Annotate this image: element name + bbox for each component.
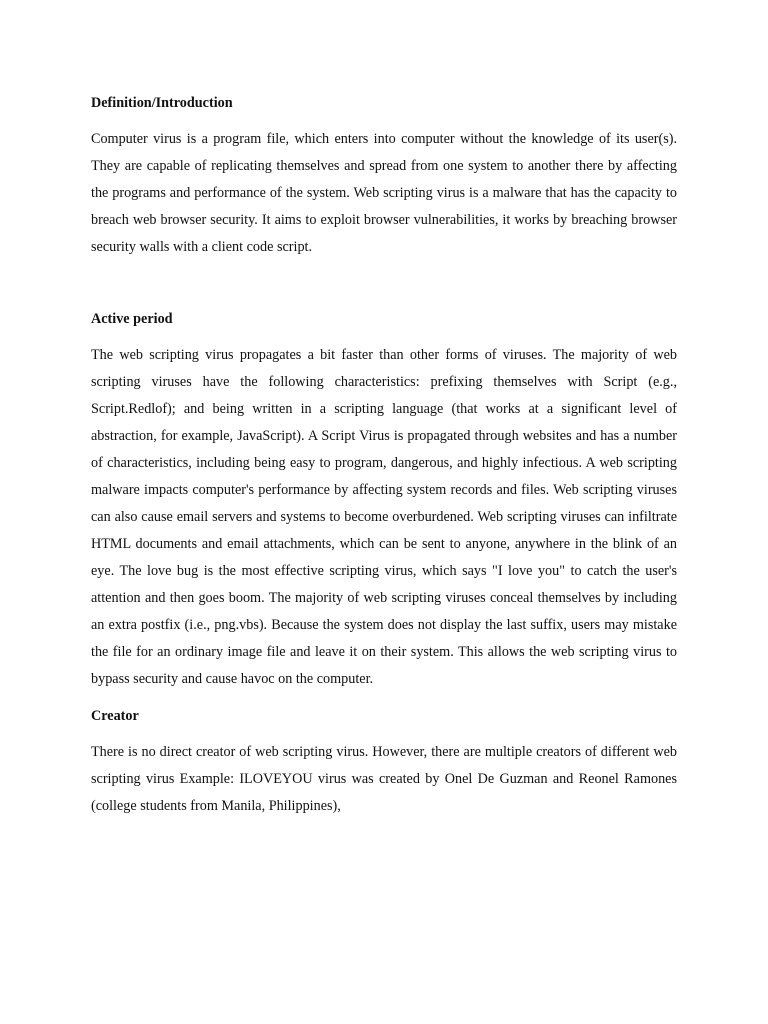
- document-page: [91, 94, 677, 820]
- section-heading-definition: Definition/Introduction: [91, 95, 233, 111]
- section-body-creator: There is no direct creator of web scripting virus. However, there are multiple creators of different web scripting virus Example: ILOVEYOU virus was created by Onel De Guzman and Reonel Ramones (college students from Manila, Philippines),: [91, 744, 677, 814]
- section-body-definition: Computer virus is a program file, which enters into computer without the knowledge of its user(s). They are capable of replicating themselves and spread from one system to another there by affecting the programs and performance of the system. Web scripting virus is a malware that has the capacity to breach web browser security. It aims to exploit browser vulnerabilities, it works by breaching browser security walls with a client code script.: [91, 131, 677, 255]
- section-body-active-period: The web scripting virus propagates a bit faster than other forms of viruses. The majority of web scripting viruses have the following characteristics: prefixing themselves with Script (e.g., Script.Redlof); and being written in a scripting language (that works at a significant level of abstraction, for example, JavaScript). A Script Virus is propagated through websites and has a number of characteristics, including being easy to program, dangerous, and highly infectious. A web scripting malware impacts computer's performance by affecting system records and files. Web scripting viruses can also cause email servers and systems to become overburdened. Web scripting viruses can infiltrate HTML documents and email attachments, which can be sent to anyone, anywhere in the blink of an eye. The love bug is the most effective scripting virus, which says "I love you" to catch the user's attention and then goes boom. The majority of web scripting viruses conceal themselves by including an extra postfix (i.e., png.vbs). Because the system does not display the last suffix, users may mistake the file for an ordinary image file and leave it on their system. This allows the web scripting virus to bypass security and cause havoc on the computer.: [91, 347, 677, 687]
- section-heading-active-period: Active period: [91, 311, 173, 327]
- section-heading-creator: Creator: [91, 708, 139, 724]
